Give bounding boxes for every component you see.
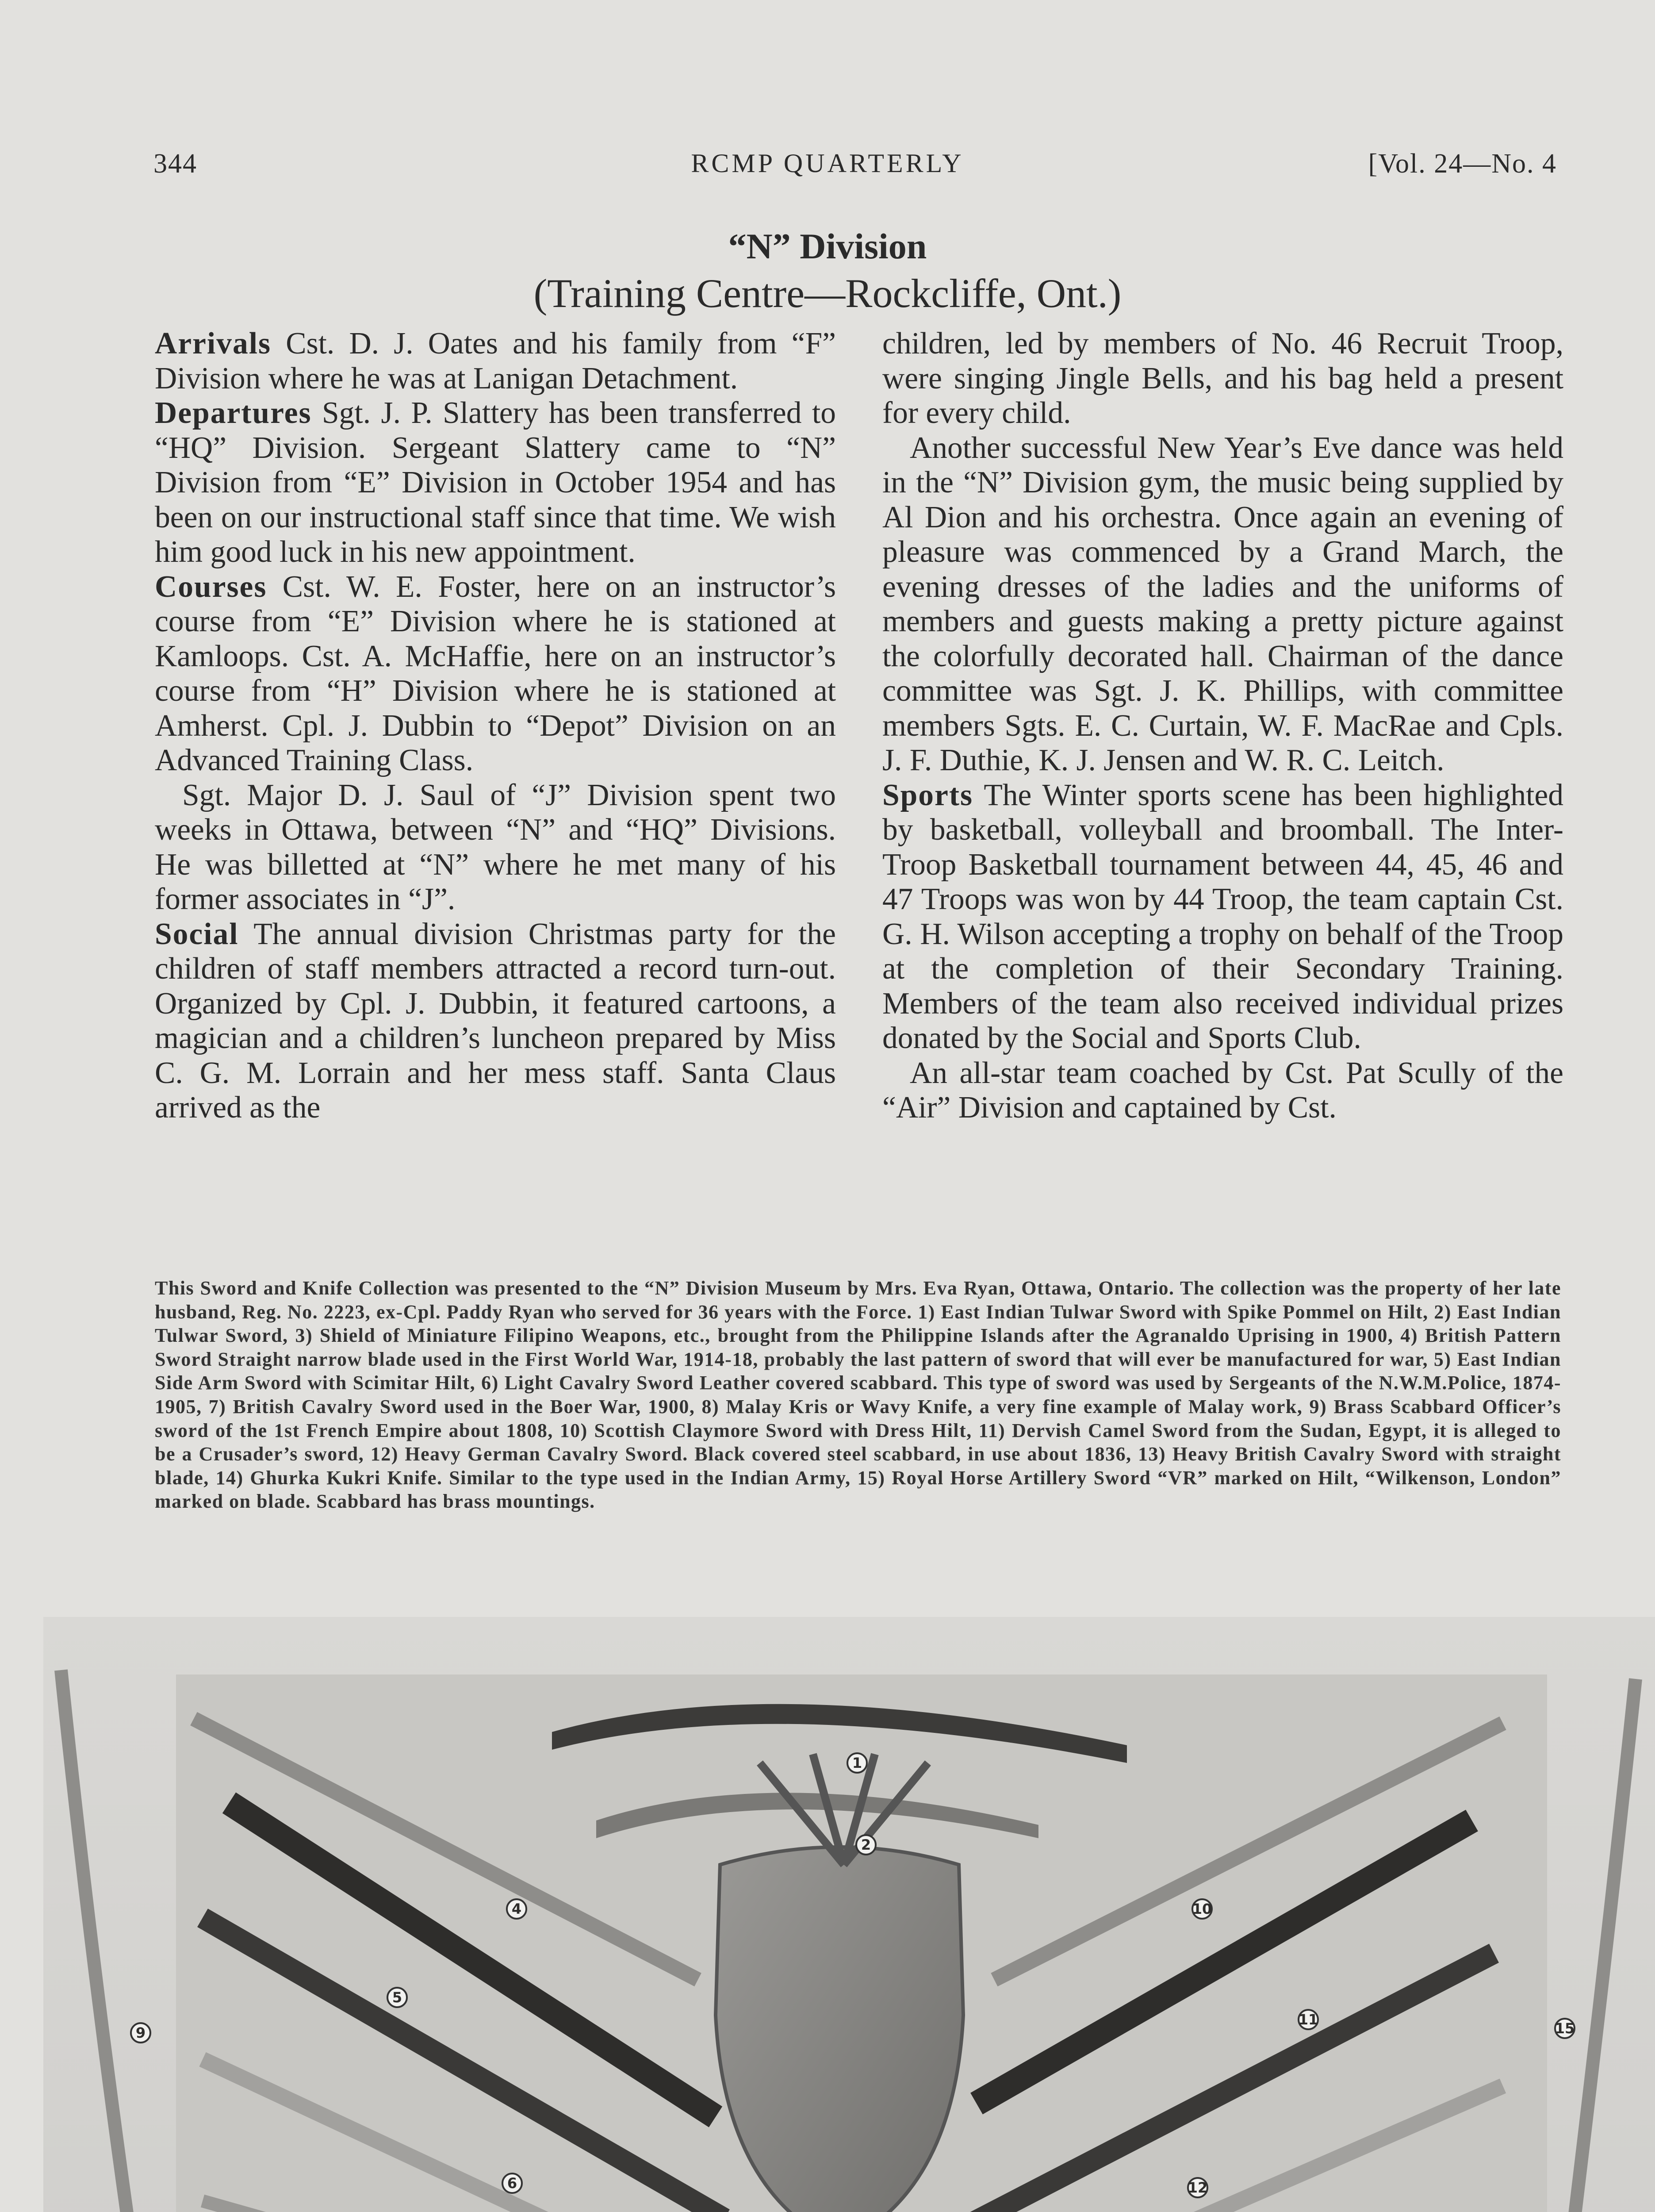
running-title: RCMP QUARTERLY [691,149,964,178]
marker-label: 1 [852,1755,862,1771]
marker-label: 12 [1188,2179,1208,2196]
paragraph-text: Cst. W. E. Foster, here on an instructor’s course from “E” Division where he is stationed at Kamloops. Cst. A. McHaffie, here on an instructor’s course from “H” Division where he is stationed at Amherst. Cpl. J. Dubbin to “Depot” Division on an Advanced Training Class. [155,569,836,777]
paragraph-continued [882,326,1563,431]
paragraph-text: Sgt. J. P. Slattery has been transferred to “HQ” Division. Sergeant Slattery came to “N” Division from “E” Division in October 1954 and has been on our instructional staff since that time. We wish him good luck in his new appointment. [155,396,836,569]
paragraph-social [155,917,836,1125]
paragraph-arrivals [155,326,836,396]
article-title: “N” Division [728,226,927,266]
marker-label: 5 [392,1989,402,2006]
paragraph-lead: Departures [155,396,312,430]
paragraph-departures [155,396,836,570]
volume-label: [Vol. 24—No. 4 [1368,149,1557,179]
text-column-right [882,326,1563,1125]
marker-label: 6 [507,2175,517,2192]
paragraph-text: An all-star team coached by Cst. Pat Scully of the “Air” Division and captained by Cst. [882,1056,1563,1125]
paragraph-courses [155,570,836,778]
photo-caption: This Sword and Knife Collection was presented to the “N” Division Museum by Mrs. Eva Ryan, Ottawa, Ontario. The collection was the property of her late husband, Reg. No. 2223, ex-Cpl. Paddy Ryan who served for 36 years with the Force. 1) East Indian Tulwar Sword with Spike Pommel on Hilt, 2) East Indian Tulwar Sword, 3) Shield of Miniature Filipino Weapons, etc., brought from the Philippine Islands after the Agranaldo Uprising in 1900, 4) British Pattern Sword Straight narrow blade used in the First World War, 1914-18, probably the last pattern of sword that will ever be manufactured for war, 5) East Indian Side Arm Sword with Scimitar Hilt, 6) Light Cavalry Sword Leather covered scabbard. This type of sword was used by Sergeants of the N.W.M.Police, 1874-1905, 7) British Cavalry Sword used in the Boer War, 1900, 8) Malay Kris or Wavy Knife, a very fine example of Malay work, 9) Brass Scabbard Officer’s sword of the 1st French Empire about 1808, 10) Scottish Claymore Sword with Dress Hilt, 11) Dervish Camel Sword from the Sudan, Egypt, it is alleged to be a Crusader’s sword, 12) Heavy German Cavalry Sword. Black covered steel scabbard, in use about 1836, 13) Heavy British Cavalry Sword with straight blade, 14) Ghurka Kukri Knife. Similar to the type used in the Indian Army, 15) Royal Horse Artillery Sword “VR” marked on Hilt, “Wilkenson, London” marked on blade. Scabbard has brass mountings. [155,1277,1561,1513]
text-column-left [155,326,836,1125]
paragraph-all-star [882,1056,1563,1125]
sword-collection-photo [43,1617,1655,2212]
paragraph-lead: Sports [882,778,973,812]
marker-label: 2 [861,1836,871,1853]
paragraph-text: Cst. D. J. Oates and his family from “F” Division where he was at Lanigan Detachment. [155,326,836,396]
paragraph-sports [882,778,1563,1056]
paragraph-text: Sgt. Major D. J. Saul of “J” Division spent two weeks in Ottawa, between “N” and “HQ” Divisions. He was billetted at “N” where he met many of his former associates in “J”. [155,778,836,916]
paragraph-text: Another successful New Year’s Eve dance was held in the “N” Division gym, the music being supplied by Al Dion and his orchestra. Once again an evening of pleasure was commenced by a Grand March, the evening dresses of the ladies and the uniforms of members and guests making a pretty picture against the colorfully decorated hall. Chairman of the dance committee was Sgt. J. K. Phillips, with committee members Sgts. E. C. Curtain, W. F. MacRae and Cpls. J. F. Duthie, K. J. Jensen and W. R. C. Leitch. [882,430,1563,777]
marker-label: 9 [135,2024,146,2041]
marker-label: 15 [1555,2020,1575,2037]
marker-label: 11 [1298,2011,1318,2028]
marker-label: 10 [1192,1901,1212,1917]
paragraph-lead: Arrivals [155,326,272,361]
paragraph-text: The Winter sports scene has been highlighted by basketball, volleyball and broomball. The Inter-Troop Basketball tournament between 44, 45, 46 and 47 Troops was won by 44 Troop, the team captain Cst. G. H. Wilson accepting a trophy on behalf of the Troop at the completion of their Secondary Training. Members of the team also received individual prizes donated by the Social and Sports Club. [882,778,1563,1055]
paragraph-text: children, led by members of No. 46 Recruit Troop, were singing Jingle Bells, and his bag held a present for every child. [882,326,1563,430]
paragraph-new-years-dance [882,431,1563,778]
marker-label: 4 [511,1901,522,1917]
paragraph-lead: Social [155,917,239,951]
page-number: 344 [153,149,197,179]
paragraph-lead: Courses [155,569,267,604]
article-subtitle: (Training Centre—Rockcliffe, Ont.) [533,271,1122,316]
paragraph-saul [155,778,836,917]
paragraph-text: The annual division Christmas party for the children of staff members attracted a record turn-out. Organized by Cpl. J. Dubbin, it featured cartoons, a magician and a children’s luncheon prepared by Miss C. G. M. Lorrain and her mess staff. Santa Claus arrived as the [155,917,836,1125]
